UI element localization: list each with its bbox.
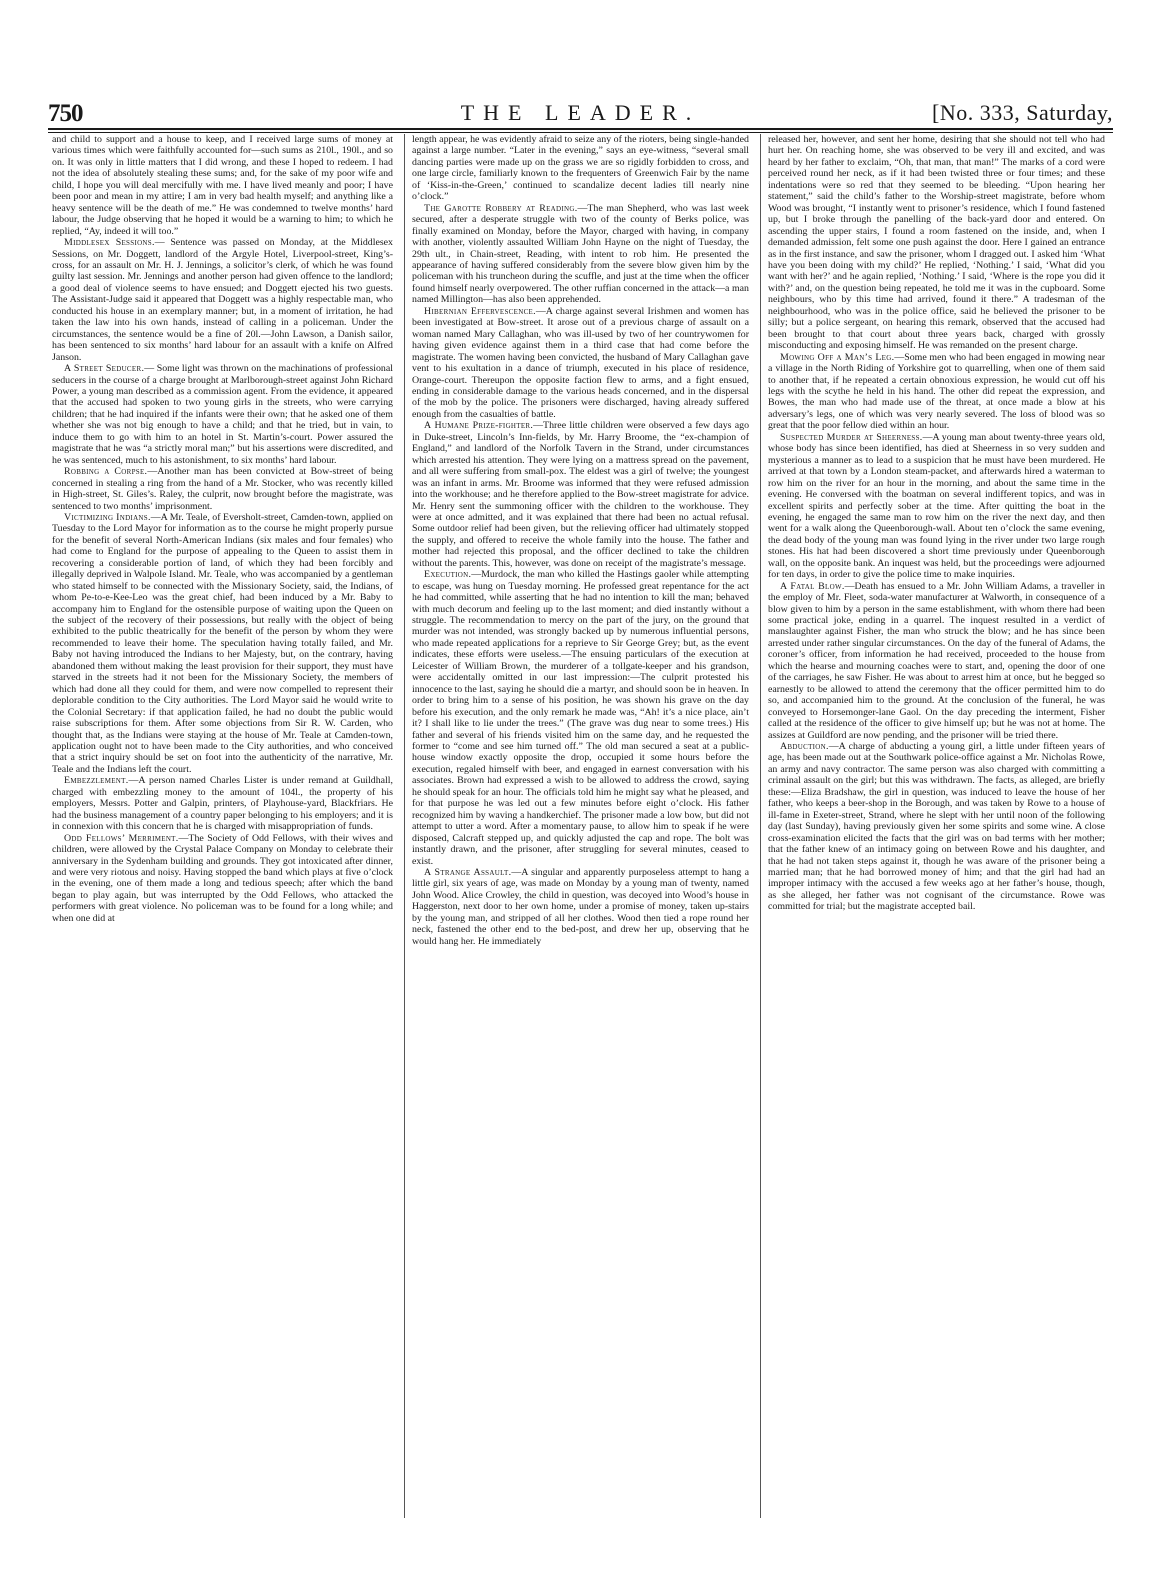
text-columns xyxy=(48,134,1113,1518)
article-text: —Three little children were observed a few days ago in Duke-street, Lincoln’s Inn-fields, by Mr. Harry Broome, the “ex-champion of England,” and landlord of the Norfolk Tavern in the Strand, under circumstances which arrested his attention. They were lying on a mattress spread on the pavement, and all were suffering from small-pox. The eldest was a girl of twelve; the youngest was an infant in arms. Mr. Broome was informed that they were refused admission into the workhouse; and he therefore applied to the Bow-street magistrate for advice. Mr. Henry sent the summoning officer with the children to the workhouse. They were at once admitted, and it was explained that there had been no actual refusal. Some outdoor relief had been given, but the relieving officer had ultimately stopped the supply, and offered to receive the whole family into the house. The father and mother had rejected this proposal, and the officer declined to take the children without the parents. This, however, was done on receipt of the magistrate’s message. xyxy=(412,420,750,569)
article-text: —Another man has been convicted at Bow-street of being concerned in stealing a ring from the hand of a Mr. Stocker, who was recently killed in High-street, St. Giles’s. Raley, the culprit, now brought before the magistrate, was sentenced to two months’ imprisonment. xyxy=(52,466,393,512)
article-text: —Murdock, the man who killed the Hastings gaoler while attempting to escape, was hung on Tuesday morning. He professed great repentance for the act he had committed, while asserting that he had no intention to kill the man; behaved with much decorum and feeling up to the last moment; and died instantly without a struggle. The recommendation to mercy on the part of the jury, on the ground that murder was not intended, was strongly backed up by numerous influential persons, who made repeated applications for a reprieve to Sir George Grey; but, as the event indicates, these efforts were useless.—The ensuing particulars of the execution at Leicester of William Brown, the murderer of a tollgate-keeper and his grandson, were accidentally omitted in our last impression:—The culprit protested his innocence to the last, saying he should die a martyr, and should soon be in heaven. In order to bring him to a sense of his position, he was shown his grave on the day before his execution, and the only remark he made was, “Ah! it’s a nice place, ain’t it? I shall like to lie under the trees.” (The grave was dug near to some trees.) His father and several of his friends visited him on the same day, and he requested the former to “come and see him turned off.” The old man secured a seat at a public-house window exactly opposite the drop, occupied it some hours before the execution, regaled himself with beer, and engaged in earnest conversation with his associates. Brown had expressed a wish to be allowed to address the crowd, saying he should speak for an hour. The officials told him he might say what he pleased, and for that purpose he was led out a few minutes before eight o’clock. His father recognized him by waving a handkerchief. The prisoner made a low bow, but did not attempt to utter a word. After a momentary pause, to allow him to speak if he were disposed, Calcraft stepped up, and quickly adjusted the cap and rope. The bolt was instantly drawn, and the prisoner, after struggling for several minutes, ceased to exist. xyxy=(412,569,749,867)
article-paragraph xyxy=(768,432,1105,581)
article-heading: Robbing a Corpse. xyxy=(64,466,148,478)
column-3 xyxy=(760,134,1109,1518)
article-text: —A charge of abducting a young girl, a little under fifteen years of age, has been made out at the Southwark police-office against a Mr. Nicholas Rowe, an army and navy contractor. The same person was also charged with committing a criminal assault on the girl; but this was withdrawn. The facts, as alleged, are briefly these:—Eliza Bradshaw, the girl in question, was induced to leave the house of her father, who keeps a beer-shop in the Borough, and was taken by Rowe to a house of ill-fame in Exeter-street, Strand, where he slept with her until noon of the following day (last Sunday), having previously given her some spirits and some wine. A close cross-examination elicited the facts that the girl was on bad terms with her mother; that the father knew of an intimacy going on between Rowe and his daughter, and that he had not taken steps against it, though he was aware of the prisoner being a married man; that he had borrowed money of him; and that the girl had had an improper intimacy with the accused a few weeks ago at her father’s house, though, as she alleged, her father was not cognisant of the circumstance. Rowe was committed for trial; but the magistrate accepted bail. xyxy=(768,741,1105,913)
article-heading: A Strange Assault. xyxy=(424,867,512,878)
article-paragraph xyxy=(412,420,749,569)
issue-number: [No. 333, Saturday, xyxy=(932,100,1113,125)
article-text: — Sentence was passed on Monday, at the Middlesex Sessions, on Mr. Doggett, landlord of the Argyle Hotel, Liverpool-street, King’s-cross, for an assault on Mr. H. J. Jennings, a solicitor’s clerk, of which he was found guilty last session. Mr. Jennings and another person had given offence to the landlord; a good deal of violence seems to have ensued; and Doggett ejected his two guests. The Assistant-Judge said it appeared that Doggett was a highly respectable man, who conducted his house in an exemplary manner; but, in a moment of irritation, he had taken the law into his own hands, instead of calling in a policeman. Under the circumstances, the sentence would be a fine of 20l.—John Lawson, a Danish sailor, has been sentenced to six months’ hard labour for an assault with a knife on Alfred Janson. xyxy=(52,237,393,363)
continued-paragraph xyxy=(412,134,749,203)
article-text: released her, however, and sent her home, desiring that she should not tell who had hurt her. On reaching home, she was observed to be very ill and excited, and was heard by her father to exclaim, “Oh, that man, that man!” The marks of a cord were perceived round her neck, as if it had been twisted three or four times; and these indentations were so red that they seemed to be bleeding. “Upon hearing her statement,” said the child’s father to the Worship-street magistrate, before whom Wood was brought, “I instantly went to prisoner’s residence, which I found fastened up, but I broke through the panelling of the back-yard door and entered. On ascending the upper stairs, I found a room fastened on the inside, and, when I demanded admission, felt some one push against the door. Here I gained an entrance as in the first instance, and saw the prisoner, whom I dragged out. I asked him ‘What have you been doing with my child?’ He replied, ‘Nothing.’ I said, ‘What did you want with her?’ and he again replied, ‘Nothing.’ I said, ‘Where is the rope you did it with?’ and, on the question being repeated, he told me it was in the cupboard. Some neighbours, who by this time had arrived, found it there.” A tradesman of the neighbourhood, who was in the police office, said he believed the prisoner to be silly; but a police sergeant, on hearing this remark, observed that the accused had been brought to that court about three years back, charged with grossly misconducting and exposing himself. He was remanded on the present charge. xyxy=(768,134,1105,352)
article-heading: A Fatal Blow. xyxy=(780,580,845,592)
article-paragraph xyxy=(768,741,1105,913)
article-paragraph xyxy=(768,352,1105,432)
article-paragraph xyxy=(52,512,393,775)
article-heading: Hibernian Effervescence. xyxy=(424,305,536,317)
article-paragraph xyxy=(412,867,749,947)
article-text: —A charge against several Irishmen and women has been investigated at Bow-street. It arose out of a previous charge of assault on a woman named Mary Callaghan, who was ill-used by two of her countrywomen for having given evidence against them in a third case that had come before the magistrate. The women having been convicted, the husband of Mary Callaghan gave vent to his exultation in a dance of triumph, executed in his place of residence, Orange-court. Thereupon the opposite faction flew to arms, and a fight ensued, ending in considerable damage to the various heads concerned, and in the dispersal of the mob by the police. The prisoners were discharged, having already suffered enough from the casualties of battle. xyxy=(412,305,749,420)
article-paragraph xyxy=(52,775,393,832)
continued-paragraph xyxy=(768,134,1105,352)
article-paragraph xyxy=(52,466,393,512)
article-text: —The Society of Odd Fellows, with their wives and children, were allowed by the Crystal Palace Company on Monday to celebrate their anniversary in the Sydenham building and grounds. They got intoxicated after dinner, and were very riotous and noisy. Having stopped the band which plays at five o’clock in the evening, one of them made a long and tedious speech; after which the band began to play again, but was interrupted by the Odd Fellows, who attacked the performers with great violence. No policeman was to be found for a long while; and when one did at xyxy=(52,832,393,924)
running-title: THE LEADER. xyxy=(460,100,701,125)
header-rule xyxy=(48,128,1113,130)
newspaper-page xyxy=(48,98,1113,1518)
article-paragraph xyxy=(52,363,393,466)
page-header xyxy=(48,98,1113,130)
article-heading: Abduction. xyxy=(780,741,829,753)
article-text: —Some men who had been engaged in mowing near a village in the North Riding of Yorkshire got to quarrelling, when one of them said to another that, if he repeated a certain obnoxious expression, he would cut off his legs with the scythe he held in his hand. The other did repeat the expression, and Bowes, the man who had made use of the threat, at once made a blow at his adversary’s legs, one of which was very nearly severed. The loss of blood was so great that the poor fellow died within an hour. xyxy=(768,351,1105,432)
article-heading: Suspected Murder at Sheerness. xyxy=(780,431,923,443)
article-heading: Embezzlement. xyxy=(64,775,129,787)
article-text: —A person named Charles Lister is under remand at Guildhall, charged with embezzling money to the amount of 104l., the property of his employers, Messrs. Potter and Galpin, printers, of Playhouse-yard, Blackfriars. He had the business management of a country paper belonging to his employers; and it is in connexion with this concern that he is charged with misappropriation of funds. xyxy=(52,775,393,833)
article-heading: A Humane Prize-fighter. xyxy=(424,420,534,432)
page-number: 750 xyxy=(48,100,83,127)
article-heading: Middlesex Sessions. xyxy=(64,237,155,249)
article-text: —A Mr. Teale, of Eversholt-street, Camden-town, applied on Tuesday to the Lord Mayor for information as to the course he might properly pursue for the benefit of several North-American Indians (six males and four females) who had come to England for the purpose of appealing to the Queen to assist them in recovering a considerable portion of land, of which they had been forcibly and illegally deprived in Walpole Island. Mr. Teale, who was accompanied by a gentleman who stated himself to be connected with the Missionary Society, said, the Indians, of whom Pe-to-e-Kee-Leo was the great chief, had been induced by a Mr. Baby to accompany him to England for the ostensible purpose of waiting upon the Queen on the subject of the recovery of their possessions, but really with the object of being exhibited to the public theatrically for the benefit of the person by whom they were recommended to leave their home. The speculation having totally failed, and Mr. Baby not having introduced the Indians to her Majesty, but, on the contrary, having abandoned them without making the least provision for their support, they must have starved in the streets had it not been for the Missionary Society, the members of which had done all they could for them, and were now compelled to represent their deplorable condition to the City authorities. The Lord Mayor said he would write to the Colonial Secretary: if that application failed, he had no doubt the public would raise subscriptions for them. After some objections from Sir R. W. Carden, who thought that, as the Indians were staying at the house of Mr. Teale at Camden-town, application ought not to have been made to the City authorities, and who conceived that a strict inquiry should be set on foot into the authenticity of the narrative, Mr. Teale and the Indians left the court. xyxy=(52,511,393,775)
article-heading: Victimizing Indians. xyxy=(64,511,151,523)
article-paragraph xyxy=(412,306,749,421)
article-paragraph xyxy=(52,833,393,925)
header-rule-thin xyxy=(48,132,1113,133)
article-heading: Execution. xyxy=(424,569,472,581)
article-paragraph xyxy=(768,581,1105,741)
article-text: and child to support and a house to keep, and I received large sums of money at various times which were faithfully accounted for—such sums as 210l., 190l., and so on. It was only in little matters that I did wrong, and these I hoped to redeem. I had not the idea of absolutely stealing these sums; and, for the sake of my poor wife and child, I hope you will deal mercifully with me. I have lived meanly and poor; I have been poor and mean in my attire; I am in very bad health myself; and anything like a heavy sentence will be the death of me.” He was condemned to twelve months’ hard labour, the Judge observing that he hoped it would be a warning to him; to which he replied, “Ay, indeed it will too.” xyxy=(52,134,393,237)
article-heading: Mowing Off a Man’s Leg. xyxy=(780,351,895,363)
continued-paragraph xyxy=(52,134,393,237)
article-heading: A Street Seducer. xyxy=(64,363,145,375)
article-text: length appear, he was evidently afraid to seize any of the rioters, being single-handed against a large number. “Later in the evening,” says an eye-witness, “several small dancing parties were made up on the grass we are so rigidly forbidden to cross, and one large circle, familiarly known to the frequenters of Greenwich Fair by the name of ‘Kiss-in-the-Green,’ continued to scandalize decent ladies till nearly nine o’clock.” xyxy=(412,134,749,203)
article-paragraph xyxy=(412,203,749,306)
article-text: — Some light was thrown on the machinations of professional seducers in the course of a charge brought at Marlborough-street against John Richard Power, a young man described as a commission agent. From the evidence, it appeared that the accused had spoken to two young girls in the streets, who were carrying children; that he had inquired if the infants were their own; that he asked one of them whether she was not big enough to have a child; and that he tried, but in vain, to induce them to go with him to an hotel in St. Martin’s-court. Power assured the magistrate that he was “a strictly moral man;” but his assertions were discredited, and he was sentenced, much to his astonishment, to six months’ hard labour. xyxy=(52,363,393,466)
article-text: —A singular and apparently purposeless attempt to hang a little girl, six years of age, was made on Monday by a young man of twenty, named John Wood. Alice Crowley, the child in question, was decoyed into Wood’s house in Haggerston, next door to her own home, under a promise of money, taken up-stairs by the young man, and stripped of all her clothes. Wood then tied a rope round her neck, fastened the other end to the bed-post, and drew her up, observing that he would hang her. He immediately xyxy=(412,867,749,947)
article-text: —A young man about twenty-three years old, whose body has since been identified, has died at Sheerness in so very sudden and mysterious a manner as to lead to a suspicion that he must have been murdered. He arrived at that town by a London steam-packet, and afterwards hired a waterman to row him on the river for an hour in the morning, and about the same time in the evening. He conversed with the boatman on several indifferent topics, and was in excellent spirits and perfectly sober at the time. After quitting the boat in the evening, he engaged the same man to row him on the river the next day, and then went for a walk along the Queenborough-wall. About ten o’clock the same evening, the dead body of the young man was found lying in the river under two large rough stones. His hat had been discovered a short time previously under Queenborough wall, on the opposite bank. An inquest was held, but the proceedings were adjourned for ten days, in order to give the police time to make inquiries. xyxy=(768,431,1105,581)
article-text: —The man Shepherd, who was last week secured, after a desperate struggle with two of the county of Berks police, was finally examined on Monday, before the Mayor, charged with having, in company with another, violently assaulted William John Hayne on the night of Tuesday, the 29th ult., in Chain-street, Reading, with intent to rob him. He presented the appearance of having suffered considerably from the severe blow given him by the policeman with his truncheon during the scuffle, and just at the time when the officer found himself nearly overpowered. The other ruffian concerned in the attack—a man named Millington—has also been apprehended. xyxy=(412,202,749,306)
article-paragraph xyxy=(412,569,749,867)
article-text: —Death has ensued to a Mr. John William Adams, a traveller in the employ of Mr. Fleet, soda-water manufacturer at Walworth, in consequence of a blow given to him by a person in the same establishment, with whom there had been some practical joke, ending in a quarrel. The inquest resulted in a verdict of manslaughter against Fisher, the man who struck the blow; and he has since been arrested under rather singular circumstances. On the day of the funeral of Adams, the coroner’s officer, from information he had received, proceeded to the house from which the hearse and mourning coaches were to start, and, opening the door of one of the carriages, he saw Fisher. He was about to arrest him at once, but he begged so earnestly to be allowed to attend the ceremony that the officer permitted him to do so, and accompanied him to the ground. At the conclusion of the funeral, he was conveyed to Horsemonger-lane Gaol. On the day preceding the interment, Fisher called at the residence of the officer to give himself up; but he was not at home. The assizes at Guildford are now pending, and the prisoner will be tried there. xyxy=(768,580,1105,741)
column-1 xyxy=(48,134,397,1518)
article-heading: Odd Fellows’ Merriment. xyxy=(64,832,179,844)
column-2 xyxy=(404,134,753,1518)
article-heading: The Garotte Robbery at Reading. xyxy=(424,202,578,214)
article-paragraph xyxy=(52,237,393,363)
